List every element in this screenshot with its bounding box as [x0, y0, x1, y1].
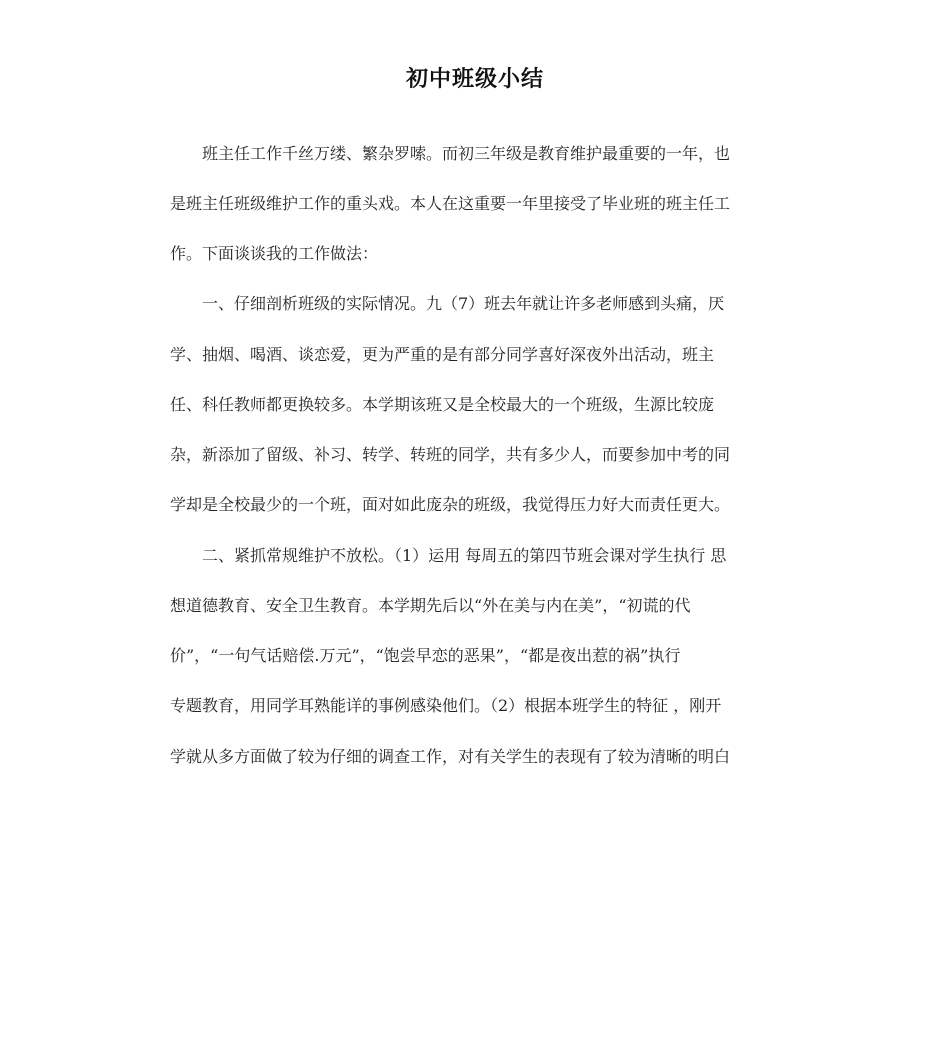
- text-line-1: 班主任工作千丝万缕、繁杂罗嗦。而初三年级是教育维护最重要的一年，也: [170, 144, 731, 163]
- text-line-12: 专题教育，用同学耳熟能详的事例感染他们。（2）根据本班学生的特征 ，刚开: [170, 696, 722, 715]
- text-line-10: 想道德教育、安全卫生教育。本学期先后以“外在美与内在美”，“初谎的代: [170, 596, 691, 615]
- text-line-13: 学就从多方面做了较为仔细的调查工作，对有关学生的表现有了较为清晰的明白: [170, 747, 731, 766]
- text-line-6: 任、科任教师都更换较多。本学期该班又是全校最大的一个班级，生源比较庞: [170, 395, 715, 414]
- text-line-7: 杂，新添加了留级、补习、转学、转班的同学，共有多少人，而要参加中考的同: [170, 445, 731, 464]
- text-line-9: 二、紧抓常规维护不放松。（1）运用 每周五的第四节班会课对学生执行 思: [170, 546, 727, 565]
- text-line-2: 是班主任班级维护工作的重头戏。本人在这重要一年里接受了毕业班的班主任工: [170, 194, 731, 213]
- text-line-11: 价”，“一句气话赔偿.万元”，“饱尝早恋的恶果”，“都是夜出惹的祸”执行: [170, 646, 681, 665]
- document-title: 初中班级小结: [405, 67, 544, 92]
- text-line-5: 学、抽烟、喝酒、谈恋爱，更为严重的是有部分同学喜好深夜外出活动，班主: [170, 345, 715, 364]
- text-line-8: 学却是全校最少的一个班，面对如此庞杂的班级，我觉得压力好大而责任更大。: [170, 495, 731, 514]
- text-line-3: 作。下面谈谈我的工作做法：: [170, 244, 379, 263]
- text-line-4: 一、仔细剖析班级的实际情况。九（7）班去年就让许多老师感到头痛，厌: [170, 294, 725, 313]
